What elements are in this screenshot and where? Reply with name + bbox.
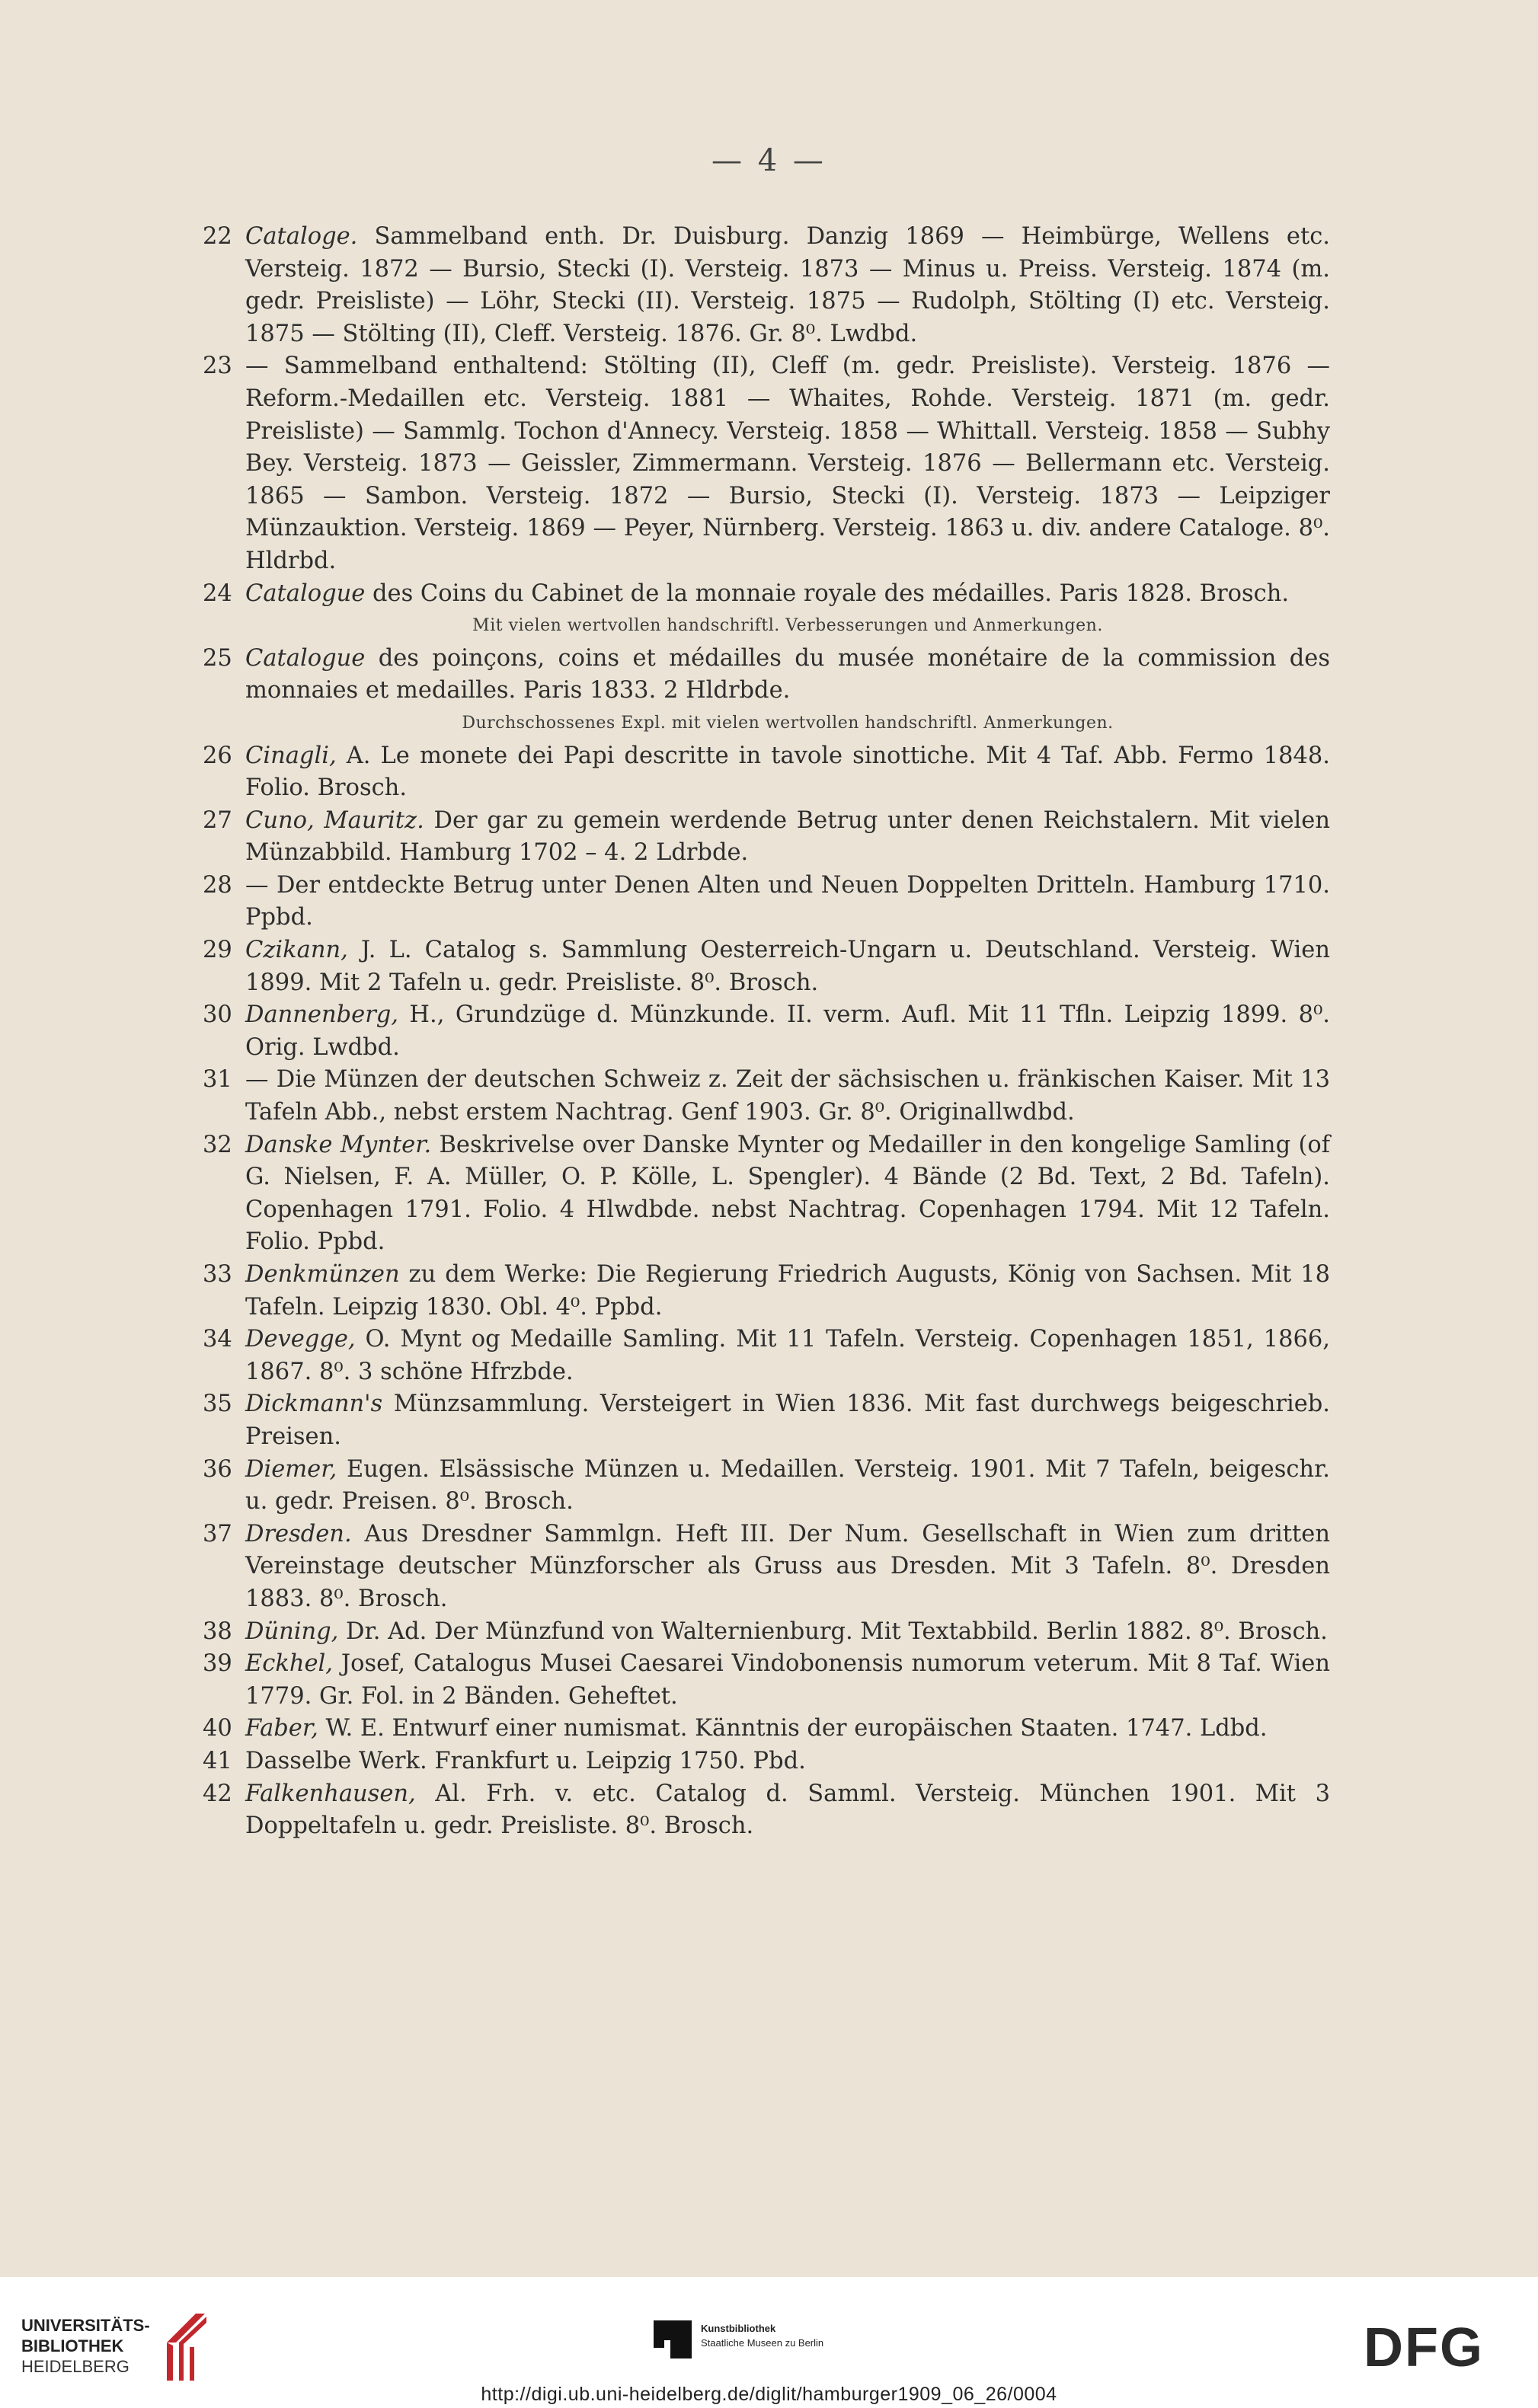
entry-text: Sammelband enth. Dr. Duisburg. Danzig 1869 — Heimbürge, Wellens etc. Versteig. 1872 — Bursio, Stecki (I). Versteig. 1873 — Minus u. Preiss. Versteig. 1874 (m. gedr. Preisliste) — Löhr, Stecki (II). Versteig. 1875 — Rudolph, Stölting (I) etc. Versteig. 1875 — Stölting (II), Cleff. Versteig. 1876. Gr. 8⁰. Lwdbd. bbox=[245, 223, 1330, 347]
entry-number: 40 bbox=[203, 1715, 232, 1742]
entry-text: W. E. Entwurf einer numismat. Känntnis der europäischen Staaten. 1747. Ldbd. bbox=[318, 1715, 1268, 1742]
entry-text: zu dem Werke: Die Regierung Friedrich Augusts, König von Sachsen. Mit 18 Tafeln. Leipzig 1830. Obl. 4⁰. Ppbd. bbox=[245, 1261, 1330, 1321]
catalogue-entry bbox=[203, 1778, 1330, 1843]
catalogue-entry bbox=[203, 1648, 1330, 1713]
entry-name: Catalogue bbox=[245, 644, 366, 672]
catalogue-entry bbox=[203, 1454, 1330, 1519]
kb-line1: Kunstbibliothek bbox=[701, 2323, 776, 2334]
entry-text: Münzsammlung. Versteigert in Wien 1836. Mit fast durchwegs beigeschrieb. Preisen. bbox=[245, 1391, 1330, 1450]
entry-body bbox=[245, 999, 1330, 1064]
entry-name: Düning, bbox=[245, 1618, 339, 1645]
entry-body bbox=[245, 1129, 1330, 1259]
entry-number: 31 bbox=[203, 1066, 232, 1094]
entry-number: 23 bbox=[203, 353, 232, 380]
entry-number: 25 bbox=[203, 644, 232, 672]
entry-number: 26 bbox=[203, 742, 232, 769]
entry-name: Diemer, bbox=[245, 1455, 337, 1483]
kb-line2: Staatliche Museen zu Berlin bbox=[701, 2337, 824, 2349]
entry-text: H., Grundzüge d. Münzkunde. II. verm. Aufl. Mit 11 Tfln. Leipzig 1899. 8⁰. Orig. Lwdbd. bbox=[245, 1001, 1330, 1061]
entry-note: Mit vielen wertvollen handschriftl. Verbesserungen und Anmerkungen. bbox=[472, 616, 1103, 636]
entry-number: 24 bbox=[203, 580, 232, 607]
entry-body bbox=[245, 934, 1330, 999]
entry-number: 37 bbox=[203, 1520, 232, 1547]
entry-number: 27 bbox=[203, 806, 232, 834]
catalogue-entry bbox=[203, 1324, 1330, 1388]
catalogue-entry bbox=[203, 350, 1330, 577]
entry-name: Faber, bbox=[245, 1715, 318, 1742]
entry-text: — Die Münzen der deutschen Schweiz z. Zeit der sächsischen u. fränkischen Kaiser. Mit 13 Tafeln Abb., nebst erstem Nachtrag. Genf 1903. Gr. 8⁰. Originallwdbd. bbox=[245, 1066, 1330, 1126]
uni-line2: BIBLIOTHEK bbox=[21, 2336, 124, 2355]
entry-text: Dr. Ad. Der Münzfund von Walternienburg. Mit Textabbild. Berlin 1882. 8⁰. Brosch. bbox=[338, 1618, 1328, 1645]
entry-body bbox=[245, 1259, 1330, 1324]
catalogue-entry bbox=[203, 578, 1330, 643]
entry-name: Czikann, bbox=[245, 937, 348, 964]
catalogue-entry bbox=[203, 643, 1330, 740]
entry-number: 30 bbox=[203, 1001, 232, 1029]
entry-body bbox=[245, 1519, 1330, 1616]
catalogue-entry bbox=[203, 870, 1330, 934]
entry-body bbox=[245, 805, 1330, 870]
catalogue-entry bbox=[203, 805, 1330, 870]
entry-name: Dannenberg, bbox=[245, 1001, 398, 1029]
entry-text: Der gar zu gemein werdende Betrug unter denen Reichstalern. Mit vielen Münzabbild. Hamburg 1702 – 4. 2 Ldrbde. bbox=[245, 806, 1330, 867]
catalogue-entry bbox=[203, 1519, 1330, 1616]
entry-number: 38 bbox=[203, 1618, 232, 1645]
entry-name: Eckhel, bbox=[245, 1650, 333, 1678]
entry-number: 28 bbox=[203, 871, 232, 899]
entry-body bbox=[245, 1454, 1330, 1519]
catalogue-entry bbox=[203, 1713, 1330, 1745]
entry-number: 33 bbox=[203, 1261, 232, 1288]
catalogue-entry bbox=[203, 999, 1330, 1064]
entry-body bbox=[245, 643, 1330, 740]
entry-text: Aus Dresdner Sammlgn. Heft III. Der Num. Gesellschaft in Wien zum dritten Vereinstage deutscher Münzforscher als Gruss aus Dresden. Mit 3 Tafeln. 8⁰. Dresden 1883. 8⁰. Brosch. bbox=[245, 1520, 1330, 1612]
entry-name: Devegge, bbox=[245, 1326, 356, 1353]
catalogue-entry bbox=[203, 1259, 1330, 1324]
uni-line1: UNIVERSITÄTS- bbox=[21, 2315, 150, 2335]
heidelberg-library-mark-icon bbox=[162, 2307, 211, 2384]
entry-text: A. Le monete dei Papi descritte in tavole sinottiche. Mit 4 Taf. Abb. Fermo 1848. Folio. Brosch. bbox=[245, 742, 1330, 802]
entry-body bbox=[245, 1648, 1330, 1713]
entry-text: J. L. Catalog s. Sammlung Oesterreich-Ungarn u. Deutschland. Versteig. Wien 1899. Mit 2 Tafeln u. gedr. Preisliste. 8⁰. Brosch. bbox=[245, 937, 1330, 996]
entry-body bbox=[245, 578, 1330, 643]
page-number: — 4 — bbox=[711, 143, 827, 178]
entry-name: Catalogue bbox=[245, 580, 366, 607]
catalogue-entry bbox=[203, 740, 1330, 805]
entry-body bbox=[245, 1324, 1330, 1388]
entry-text: des Coins du Cabinet de la monnaie royale des médailles. Paris 1828. Brosch. bbox=[365, 580, 1290, 607]
catalogue-entry bbox=[203, 1616, 1330, 1649]
kunstbibliothek-logo[interactable] bbox=[654, 2311, 823, 2361]
entry-text: O. Mynt og Medaille Samling. Mit 11 Tafeln. Versteig. Copenhagen 1851, 1866, 1867. 8⁰. 3 schöne Hfrzbde. bbox=[245, 1326, 1330, 1385]
uni-line3: HEIDELBERG bbox=[21, 2356, 129, 2376]
catalogue-entry bbox=[203, 1745, 1330, 1778]
entry-number: 39 bbox=[203, 1650, 232, 1678]
entry-number: 34 bbox=[203, 1326, 232, 1353]
entry-number: 36 bbox=[203, 1455, 232, 1483]
heidelberg-library-logo[interactable] bbox=[21, 2307, 242, 2384]
dfg-logo[interactable]: DFG bbox=[1364, 2317, 1484, 2378]
catalogue-entry bbox=[203, 1129, 1330, 1259]
entry-body bbox=[245, 1388, 1330, 1453]
entry-name: Dresden. bbox=[245, 1520, 352, 1547]
entry-number: 29 bbox=[203, 937, 232, 964]
entry-body bbox=[245, 221, 1330, 350]
entry-text: Josef, Catalogus Musei Caesarei Vindobonensis numorum veterum. Mit 8 Taf. Wien 1779. Gr. Fol. in 2 Bänden. Geheftet. bbox=[245, 1650, 1330, 1710]
entry-name: Dickmann's bbox=[245, 1391, 383, 1418]
entry-body bbox=[245, 1778, 1330, 1843]
entry-number: 41 bbox=[203, 1747, 232, 1774]
entry-name: Cuno, Mauritz. bbox=[245, 806, 424, 834]
entry-number: 32 bbox=[203, 1131, 232, 1158]
page-url-link[interactable]: http://digi.ub.uni-heidelberg.de/diglit/hamburger1909_06_26/0004 bbox=[481, 2384, 1057, 2405]
entry-body bbox=[245, 1713, 1330, 1745]
entry-text: des poinçons, coins et médailles du musée monétaire de la commission des monnaies et medailles. Paris 1833. 2 Hldrbde. bbox=[245, 644, 1330, 704]
entry-number: 35 bbox=[203, 1391, 232, 1418]
entry-name: Danske Mynter. bbox=[245, 1131, 432, 1158]
entry-body bbox=[245, 1616, 1330, 1649]
entry-number: 42 bbox=[203, 1780, 232, 1807]
entry-name: Cinagli, bbox=[245, 742, 337, 769]
catalogue-entry bbox=[203, 1388, 1330, 1453]
entry-text: — Sammelband enthaltend: Stölting (II), Cleff (m. gedr. Preisliste). Versteig. 1876 — Reform.-Medaillen etc. Versteig. 1881 — Whaites, Rohde. Versteig. 1871 (m. gedr. Preisliste) — Sammlg. Tochon d'Annecy. Versteig. 1858 — Whittall. Versteig. 1858 — Subhy Bey. Versteig. 1873 — Geissler, Zimmermann. Versteig. 1876 — Bellermann etc. Versteig. 1865 — Sambon. Versteig. 1872 — Bursio, Stecki (I). Versteig. 1873 — Leipziger Münzauktion. Versteig. 1869 — Peyer, Nürnberg. Versteig. 1863 u. div. andere Cataloge. 8⁰. Hldrbd. bbox=[245, 353, 1330, 574]
catalogue-entry bbox=[203, 1064, 1330, 1129]
entry-note: Durchschossenes Expl. mit vielen wertvollen handschriftl. Anmerkungen. bbox=[462, 713, 1114, 733]
entry-body bbox=[245, 740, 1330, 805]
entry-body bbox=[245, 350, 1330, 577]
kunstbibliothek-mark-icon bbox=[654, 2313, 692, 2358]
catalogue-entry bbox=[203, 221, 1330, 350]
entry-text: Beskrivelse over Danske Mynter og Medailler in den kongelige Samling (of G. Nielsen, F. A. Müller, O. P. Kölle, L. Spengler). 4 Bände (2 Bd. Text, 2 Bd. Tafeln). Copenhagen 1791. Folio. 4 Hlwdbde. nebst Nachtrag. Copenhagen 1794. Mit 12 Tafeln. Folio. Ppbd. bbox=[245, 1131, 1330, 1256]
entry-text: — Der entdeckte Betrug unter Denen Alten und Neuen Doppelten Dritteln. Hamburg 1710. Ppbd. bbox=[245, 871, 1330, 931]
entry-text: Dasselbe Werk. Frankfurt u. Leipzig 1750. Pbd. bbox=[245, 1747, 806, 1774]
entry-text: Eugen. Elsässische Münzen u. Medaillen. Versteig. 1901. Mit 7 Tafeln, beigeschr. u. gedr. Preisen. 8⁰. Brosch. bbox=[245, 1455, 1330, 1515]
heidelberg-library-wordmark bbox=[21, 2315, 150, 2377]
entry-body bbox=[245, 1745, 1330, 1778]
kunstbibliothek-wordmark bbox=[701, 2321, 823, 2350]
entry-body bbox=[245, 1064, 1330, 1129]
entry-name: Falkenhausen, bbox=[245, 1780, 416, 1807]
footer bbox=[0, 2277, 1538, 2408]
catalogue-entry bbox=[203, 934, 1330, 999]
entry-body bbox=[245, 870, 1330, 934]
catalogue-entries bbox=[203, 221, 1330, 1843]
entry-text: Al. Frh. v. etc. Catalog d. Samml. Versteig. München 1901. Mit 3 Doppeltafeln u. gedr. Preisliste. 8⁰. Brosch. bbox=[245, 1780, 1330, 1840]
entry-name: Denkmünzen bbox=[245, 1261, 400, 1288]
entry-name: Cataloge. bbox=[245, 223, 358, 250]
entry-number: 22 bbox=[203, 223, 232, 250]
